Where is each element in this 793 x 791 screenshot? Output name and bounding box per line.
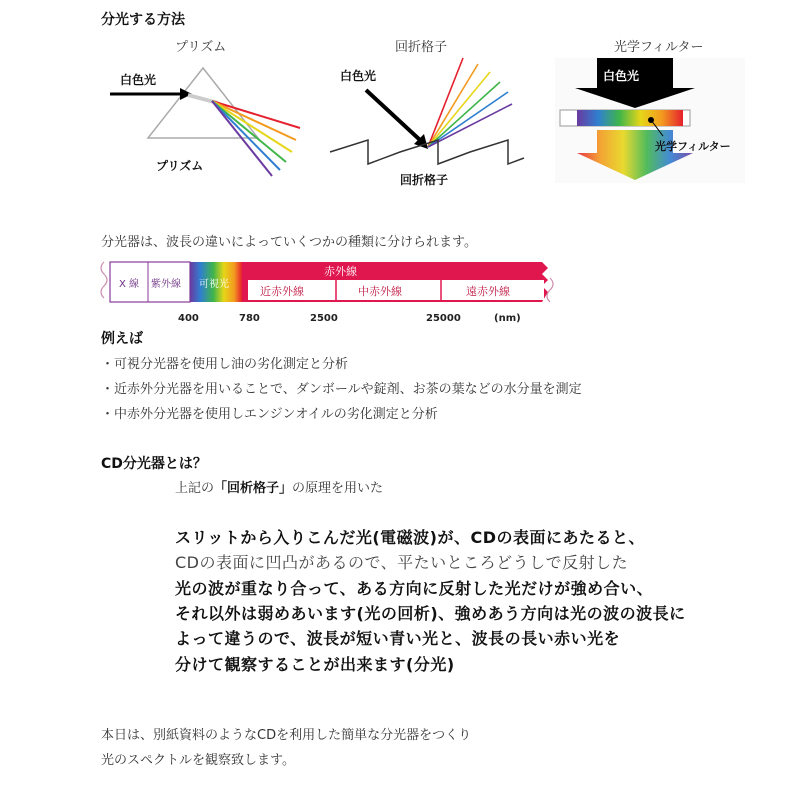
prism-input-label: 白色光 — [120, 73, 157, 87]
tick-780: 780 — [239, 313, 260, 324]
cd-line: よって違うので、波長が短い青い光と、波長の長い赤い光を — [175, 629, 621, 648]
cd-line: それ以外は弱めあいます(光の回析)、強めあう方向は光の波の波長に — [175, 604, 686, 623]
cd-line: 光の波が重なり合って、ある方向に反射した光だけが強め合い、 — [175, 579, 654, 598]
tick-2500: 2500 — [310, 313, 338, 324]
grating-caption: 回折格子 — [395, 40, 448, 55]
tick-25000: 25000 — [426, 313, 461, 324]
band-ir: 赤外線 — [324, 265, 357, 278]
cd-line: 分けて観察することが出来ます(分光) — [175, 655, 455, 674]
cd-line: CDの表面に凹凸があるので、平たいところどうしで反射した — [175, 553, 629, 572]
cd-subtitle-pre: 上記の — [175, 481, 215, 496]
band-nir: 近赤外線 — [260, 285, 304, 298]
band-visible: 可視光 — [199, 279, 229, 290]
band-uv: 紫外線 — [151, 279, 181, 290]
filter-object-label: 光学フィルター — [655, 140, 731, 153]
band-mir: 中赤外線 — [358, 285, 402, 298]
example-item: ・中赤外分光器を使用しエンジンオイルの劣化測定と分析 — [101, 407, 438, 422]
examples-title: 例えば — [101, 331, 143, 347]
grating-white-light-arrow — [366, 90, 420, 140]
grating-input-label: 白色光 — [340, 69, 377, 83]
cd-title: CD分光器とは？ — [101, 456, 207, 472]
grating-figure — [328, 52, 528, 192]
spectrum-diagram — [96, 258, 561, 328]
filter-figure — [555, 58, 745, 183]
cd-line: スリットから入りこんだ光(電磁波)が、CDの表面にあたると、 — [175, 528, 646, 547]
cd-subtitle — [175, 477, 383, 496]
intro-text: 分光器は、波長の違いによっていくつかの種類に分けられます。 — [101, 235, 477, 250]
filter-input-label: 白色光 — [603, 69, 640, 83]
tick-400: 400 — [178, 313, 199, 324]
grating-sawtooth — [330, 140, 524, 164]
section-title: 分光する方法 — [101, 12, 185, 28]
example-item: ・可視分光器を使用し油の劣化測定と分析 — [101, 357, 349, 372]
grating-object-label: 回折格子 — [400, 173, 449, 187]
band-fir: 遠赤外線 — [466, 285, 510, 298]
band-xray: X 線 — [119, 279, 140, 290]
example-item: ・近赤外分光器を用いることで、ダンボールや錠剤、お茶の葉などの水分量を測定 — [101, 382, 582, 397]
closing-line: 本日は、別紙資料のようなCDを利用した簡単な分光器をつくり — [101, 728, 472, 743]
unit-label: (nm) — [494, 313, 521, 324]
closing-line: 光のスペクトルを観察致します。 — [101, 753, 295, 768]
prism-figure — [108, 58, 308, 193]
prism-caption: プリズム — [175, 40, 227, 55]
cd-subtitle-bold: 「回析格子」 — [214, 481, 293, 496]
cd-subtitle-post: の原理を用いた — [292, 481, 384, 496]
filter-caption: 光学フィルター — [614, 40, 704, 55]
prism-shape — [148, 68, 258, 138]
prism-object-label: プリズム — [156, 159, 204, 173]
